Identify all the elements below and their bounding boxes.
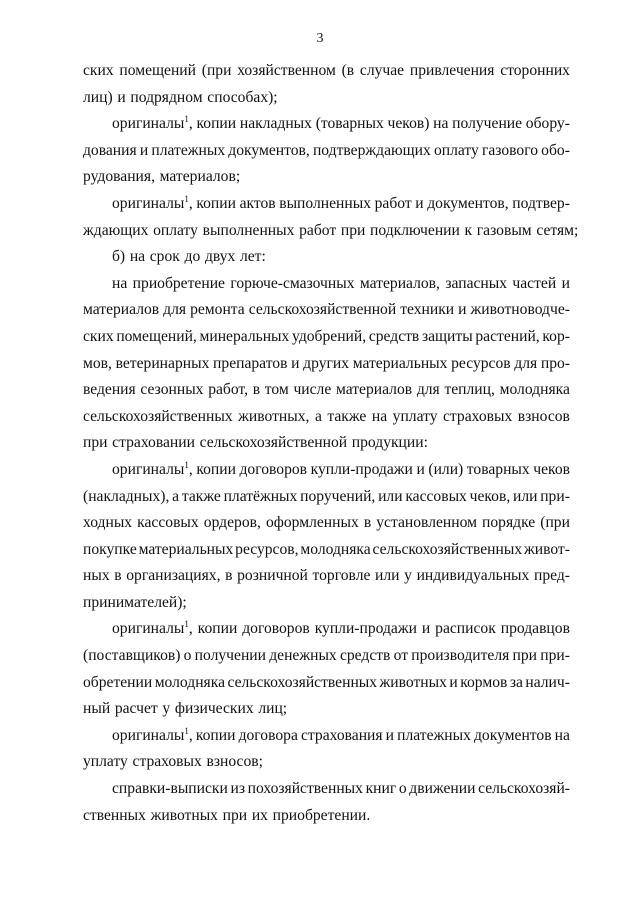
text-line: принимателей); bbox=[83, 593, 187, 611]
paragraph bbox=[83, 616, 570, 722]
text-line: оригиналы$^1$, копии договора страхования и платежных документов на bbox=[112, 725, 570, 744]
text-line: оригиналы$^1$, копии договоров купли-продажи и расписок продавцов bbox=[112, 619, 570, 638]
text-line: ный расчет у физических лиц; bbox=[83, 700, 288, 718]
text-line: справки-выписки из похозяйственных книг о движении сельскохозяй- bbox=[112, 780, 570, 798]
text-line: материалов для ремонта сельскохозяйственной техники и животноводче- bbox=[83, 301, 570, 319]
paragraph bbox=[83, 271, 570, 457]
page-number: 3 bbox=[316, 31, 324, 46]
text-line: ственных животных при их приобретении. bbox=[83, 806, 371, 824]
paragraph bbox=[83, 776, 570, 829]
text-line: оригиналы$^1$, копии договоров купли-продажи и (или) товарных чеков bbox=[112, 459, 570, 478]
text-line: сельскохозяйственных животных, а также на уплату страховых взносов bbox=[83, 407, 570, 425]
text-line: лиц) и подрядном способах); bbox=[83, 88, 278, 106]
text-line: ходных кассовых ордеров, оформленных в установленном порядке (при bbox=[83, 514, 570, 532]
text-line: покупке материальных ресурсов, молодняка сельскохозяйственных живот- bbox=[83, 540, 570, 558]
text-line: оригиналы$^1$, копии актов выполненных работ и документов, подтвер- bbox=[112, 193, 570, 212]
paragraph bbox=[83, 58, 570, 111]
text-line: (поставщиков) о получении денежных средств от производителя при при- bbox=[83, 647, 570, 665]
text-line: ждающих оплату выполненных работ при подключении к газовым сетям; bbox=[83, 221, 579, 239]
text-line: ских помещений (при хозяйственном (в случае привлечения сторонних bbox=[83, 62, 570, 79]
text-line: мов, ветеринарных препаратов и других материальных ресурсов для про- bbox=[83, 354, 570, 372]
text-line: обретении молодняка сельскохозяйственных животных и кормов за налич- bbox=[83, 673, 570, 691]
paragraph bbox=[83, 457, 570, 617]
text-line: рудования, материалов; bbox=[83, 168, 241, 186]
text-line: б) на срок до двух лет: bbox=[112, 248, 266, 266]
text-line: ных в организациях, в розничной торговле или у индивидуальных пред- bbox=[83, 567, 570, 585]
document-body bbox=[83, 58, 579, 829]
text-line: при страховании сельскохозяйственной продукции: bbox=[83, 434, 428, 452]
paragraph bbox=[83, 191, 579, 244]
paragraph bbox=[83, 244, 570, 271]
text-line: уплату страховых взносов; bbox=[83, 753, 263, 771]
text-line: ских помещений, минеральных удобрений, средств защиты растений, кор- bbox=[83, 327, 570, 345]
text-line: оригиналы$^1$, копии накладных (товарных чеков) на получение обору- bbox=[112, 114, 570, 133]
text-line: на приобретение горюче-смазочных материалов, запасных частей и bbox=[112, 274, 570, 292]
text-line: (накладных), а также платёжных поручений, или кассовых чеков, или при- bbox=[83, 487, 570, 505]
paragraph bbox=[83, 111, 570, 191]
text-line: дования и платежных документов, подтверждающих оплату газового обо- bbox=[83, 141, 570, 159]
paragraph bbox=[83, 723, 570, 776]
text-line: ведения сезонных работ, в том числе материалов для теплиц, молодняка bbox=[83, 381, 570, 399]
